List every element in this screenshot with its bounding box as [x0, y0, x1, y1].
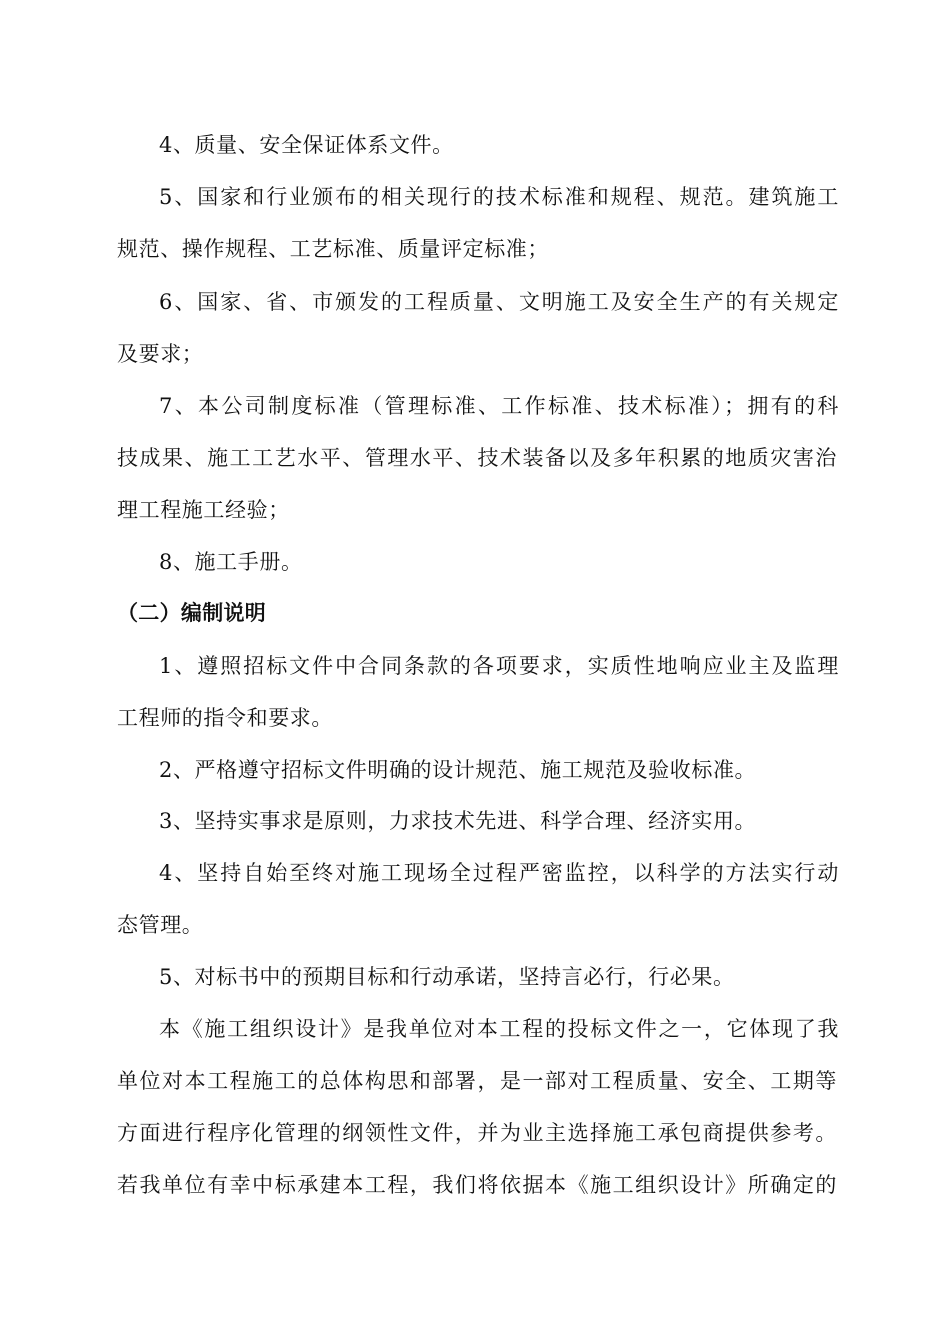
- basis-item-6-line-2: 及要求；: [117, 342, 204, 366]
- explanation-item-4-line-1: 4、坚持自始至终对施工现场全过程严密监控，以科学的方法实行动: [159, 861, 839, 885]
- explanation-item-1-line-2: 工程师的指令和要求。: [117, 706, 333, 730]
- explanation-item-4-line-2: 态管理。: [117, 913, 204, 937]
- closing-paragraph-line-4: 若我单位有幸中标承建本工程，我们将依据本《施工组织设计》所确定的: [117, 1173, 837, 1197]
- basis-item-8-line-1: 8、施工手册。: [159, 550, 303, 574]
- section-heading: （二）编制说明: [117, 601, 267, 625]
- basis-item-7-line-3: 理工程施工经验；: [117, 498, 290, 522]
- explanation-item-5-line-1: 5、对标书中的预期目标和行动承诺，坚持言必行，行必果。: [159, 965, 735, 989]
- basis-item-6-line-1: 6、国家、省、市颁发的工程质量、文明施工及安全生产的有关规定: [159, 290, 839, 314]
- basis-item-5-line-1: 5、国家和行业颁布的相关现行的技术标准和规程、规范。建筑施工: [159, 185, 839, 209]
- explanation-item-1-line-1: 1、遵照招标文件中合同条款的各项要求，实质性地响应业主及监理: [159, 654, 839, 678]
- explanation-item-2-line-1: 2、严格遵守招标文件明确的设计规范、施工规范及验收标准。: [159, 758, 757, 782]
- closing-paragraph-line-1: 本《施工组织设计》是我单位对本工程的投标文件之一，它体现了我: [159, 1017, 839, 1041]
- closing-paragraph-line-2: 单位对本工程施工的总体构思和部署，是一部对工程质量、安全、工期等: [117, 1069, 837, 1093]
- closing-paragraph-line-3: 方面进行程序化管理的纲领性文件，并为业主选择施工承包商提供参考。: [117, 1121, 837, 1145]
- basis-item-5-line-2: 规范、操作规程、工艺标准、质量评定标准；: [117, 237, 549, 261]
- explanation-item-3-line-1: 3、坚持实事求是原则，力求技术先进、科学合理、经济实用。: [159, 809, 757, 833]
- basis-item-7-line-2: 技成果、施工工艺水平、管理水平、技术装备以及多年积累的地质灾害治: [117, 446, 837, 470]
- basis-item-7-line-1: 7、本公司制度标准（管理标准、工作标准、技术标准）；拥有的科: [159, 394, 839, 418]
- basis-item-4-line-1: 4、质量、安全保证体系文件。: [159, 133, 454, 157]
